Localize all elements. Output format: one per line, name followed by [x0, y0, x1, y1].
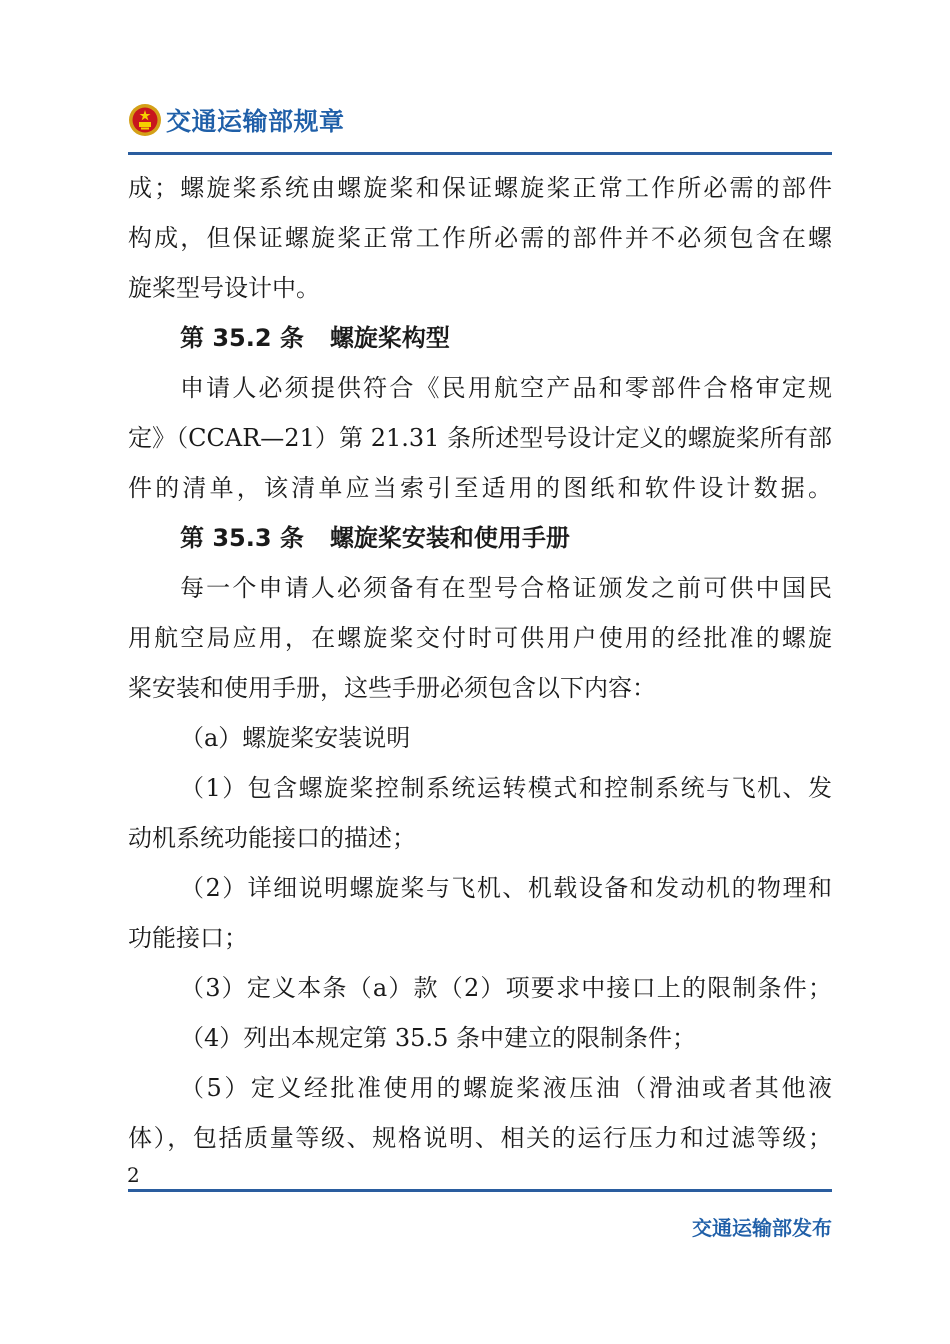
- header-title: 交通运输部规章: [166, 107, 345, 136]
- footer-rule: [128, 1189, 832, 1192]
- page-header: [128, 98, 345, 142]
- list-item-a: （a）螺旋桨安装说明: [180, 724, 411, 752]
- header-rule: [128, 152, 832, 155]
- list-item-5-cont: 体），包括质量等级、规格说明、相关的运行压力和过滤等级；: [128, 1124, 832, 1152]
- body-line: 旋桨型号设计中。: [128, 274, 320, 302]
- list-item-3: （3）定义本条（a）款（2）项要求中接口上的限制条件；: [180, 974, 832, 1002]
- list-item-2: （2）详细说明螺旋桨与飞机、机载设备和发动机的物理和: [180, 874, 832, 902]
- section-number: 第 35.3 条: [180, 524, 304, 552]
- list-item-1-cont: 动机系统功能接口的描述；: [128, 824, 416, 852]
- body-line: 件的清单，该清单应当索引至适用的图纸和软件设计数据。: [128, 474, 832, 502]
- body-line: 每一个申请人必须备有在型号合格证颁发之前可供中国民: [180, 574, 832, 602]
- section-title: 螺旋桨安装和使用手册: [329, 524, 570, 552]
- section-heading-35-3: [128, 513, 832, 563]
- list-item-2-cont: 功能接口；: [128, 924, 248, 952]
- national-emblem-icon: [128, 103, 162, 137]
- body-line: 申请人必须提供符合《民用航空产品和零部件合格审定规: [180, 374, 832, 402]
- list-item-4: （4）列出本规定第 35.5 条中建立的限制条件；: [180, 1024, 696, 1052]
- body-line: 桨安装和使用手册，这些手册必须包含以下内容：: [128, 674, 656, 702]
- page-number: 2: [127, 1163, 140, 1187]
- footer-publisher: 交通运输部发布: [692, 1216, 832, 1240]
- document-body: [128, 163, 832, 1163]
- body-line: 定》（CCAR—21）第 21.31 条所述型号设计定义的螺旋桨所有部: [128, 424, 832, 452]
- section-title: 螺旋桨构型: [329, 324, 450, 352]
- body-line: 构成，但保证螺旋桨正常工作所必需的部件并不必须包含在螺: [128, 224, 832, 252]
- body-line: 用航空局应用，在螺旋桨交付时可供用户使用的经批准的螺旋: [128, 624, 832, 652]
- body-line: 成；螺旋桨系统由螺旋桨和保证螺旋桨正常工作所必需的部件: [128, 174, 832, 202]
- section-number: 第 35.2 条: [180, 324, 304, 352]
- list-item-1: （1）包含螺旋桨控制系统运转模式和控制系统与飞机、发: [180, 774, 832, 802]
- section-heading-35-2: [128, 313, 832, 363]
- list-item-5: （5）定义经批准使用的螺旋桨液压油（滑油或者其他液: [180, 1074, 832, 1102]
